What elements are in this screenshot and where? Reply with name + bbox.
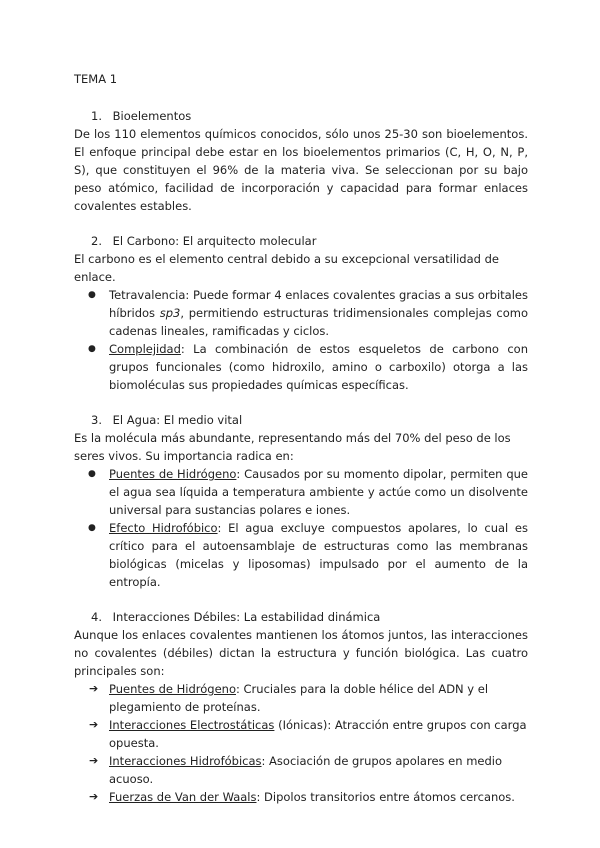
list-item-interaccion: ➔ Interacciones Hidrofóbicas: Asociación de grupos apolares en medio acuoso. [74, 752, 528, 788]
term-interaccion: Interacciones Hidrofóbicas [109, 754, 262, 768]
section-heading-carbono [74, 232, 528, 250]
section-heading-bioelementos [74, 107, 528, 125]
list-item-puentes-hidrogeno: ● Puentes de Hidrógeno: Causados por su momento dipolar, permiten que el agua sea líquida a temperatura ambiente y actúe como un disolvente universal para sustancias polares e iones. [74, 465, 528, 519]
section-title: Bioelementos [112, 109, 192, 123]
bullet-list-carbono [74, 286, 528, 394]
section-number: 2. [91, 234, 102, 248]
section-heading-interacciones [74, 608, 528, 626]
section-title: El Agua: El medio vital [112, 413, 243, 427]
term-interaccion: Puentes de Hidrógeno [109, 682, 236, 696]
section-number: 3. [91, 413, 102, 427]
section-body-bioelementos: De los 110 elementos químicos conocidos, sólo unos 25-30 son bioelementos. El enfoque principal debe estar en los bioelementos primarios (C, H, O, N, P, S), que constituyen el 96% de la materia viva. Se seleccionan por su bajo peso atómico, facilidad de incorporación y capacidad para formar enlaces covalentes estables. [74, 127, 528, 213]
section-number: 1. [91, 109, 102, 123]
bullet-list-agua [74, 465, 528, 591]
section-intro-agua: Es la molécula más abundante, representando más del 70% del peso de los seres vivos. Su importancia radica en: [74, 431, 511, 463]
section-number: 4. [91, 610, 102, 624]
list-item-efecto-hidrofobico: ● Efecto Hidrofóbico: El agua excluye compuestos apolares, lo cual es crítico para el autoensamblaje de estructuras como las membranas biológicas (micelas y liposomas) impulsado por el aumento de la entropía. [74, 519, 528, 591]
list-item-interaccion: ➔ Fuerzas de Van der Waals: Dipolos transitorios entre átomos cercanos. [74, 788, 528, 806]
section-title: Interacciones Débiles: La estabilidad dinámica [112, 610, 381, 624]
section-title: El Carbono: El arquitecto molecular [112, 234, 317, 248]
list-item-tetravalencia: ● Tetravalencia: Puede formar 4 enlaces covalentes gracias a sus orbitales híbridos sp3, permitiendo estructuras tridimensionales complejas como cadenas lineales, ramificadas y ciclos. [74, 286, 528, 340]
list-item-interaccion: ➔ Puentes de Hidrógeno: Cruciales para la doble hélice del ADN y el plegamiento de proteínas. [74, 680, 528, 716]
section-intro-interacciones: Aunque los enlaces covalentes mantienen los átomos juntos, las interacciones no covalentes (débiles) dictan la estructura y función biológica. Las cuatro principales son: [74, 628, 528, 678]
hybrid-orbital-term: sp3 [159, 306, 181, 320]
term-interaccion: Interacciones Electrostáticas [109, 718, 275, 732]
section-intro-carbono: El carbono es el elemento central debido a su excepcional versatilidad de enlace. [74, 252, 499, 284]
term-interaccion: Fuerzas de Van der Waals [109, 790, 257, 804]
arrow-list-interacciones [74, 680, 528, 806]
list-item-complejidad: ● Complejidad: La combinación de estos esqueletos de carbono con grupos funcionales (como hidroxilo, amino o carboxilo) otorga a las biomoléculas sus propiedades químicas específicas. [74, 340, 528, 394]
term-efecto-hidrofobico: Efecto Hidrofóbico [109, 521, 218, 535]
section-heading-agua [74, 411, 528, 429]
term-puentes-hidrogeno: Puentes de Hidrógeno [109, 467, 237, 481]
list-item-interaccion: ➔ Interacciones Electrostáticas (Iónicas): Atracción entre grupos con carga opuesta. [74, 716, 528, 752]
document-title: TEMA 1 [74, 72, 118, 86]
term-complejidad: Complejidad [109, 342, 181, 356]
